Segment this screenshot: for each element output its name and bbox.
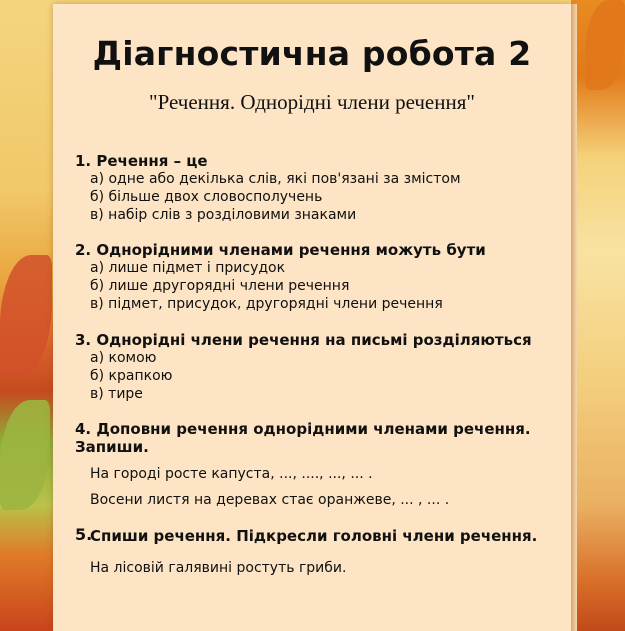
question-3-option-c: в) тире (90, 386, 143, 402)
question-5-sentence: На лісовій галявині ростуть гриби. (90, 560, 347, 576)
question-3-option-b: б) крапкою (90, 368, 173, 384)
question-2-option-c: в) підмет, присудок, другорядні члени речення (90, 296, 443, 312)
question-3-option-a: а) комою (90, 350, 157, 366)
page-title: Діагностична робота 2 (92, 34, 532, 73)
question-5-number: 5. (75, 525, 93, 544)
autumn-leaves-background-right (571, 0, 625, 631)
question-4-line-2: Запиши. (75, 438, 149, 456)
question-1-option-a: а) одне або декілька слів, які пов'язані за змістом (90, 171, 461, 187)
question-1-option-c: в) набір слів з розділовими знаками (90, 207, 357, 223)
question-2: 2. Однорідними членами речення можуть бути (75, 241, 486, 259)
question-1-option-b: б) більше двох словосполучень (90, 189, 323, 205)
question-2-option-b: б) лише другорядні члени речення (90, 278, 350, 294)
worksheet-paper (53, 4, 571, 631)
question-4-line-1: 4. Доповни речення однорідними членами речення. (75, 420, 531, 438)
question-2-option-a: а) лише підмет і присудок (90, 260, 286, 276)
question-3: 3. Однорідні члени речення на письмі розділяються (75, 331, 532, 349)
question-4-sentence-2: Восени листя на деревах стає оранжеве, ... , ... . (90, 492, 450, 508)
question-4-sentence-1: На городі росте капуста, ..., ...., ..., ... . (90, 466, 373, 482)
paper-edge-shadow (571, 4, 577, 631)
question-5: Спиши речення. Підкресли головні члени речення. (90, 527, 538, 545)
page-subtitle: "Речення. Однорідні члени речення" (149, 90, 475, 114)
question-1: 1. Речення – це (75, 152, 208, 170)
